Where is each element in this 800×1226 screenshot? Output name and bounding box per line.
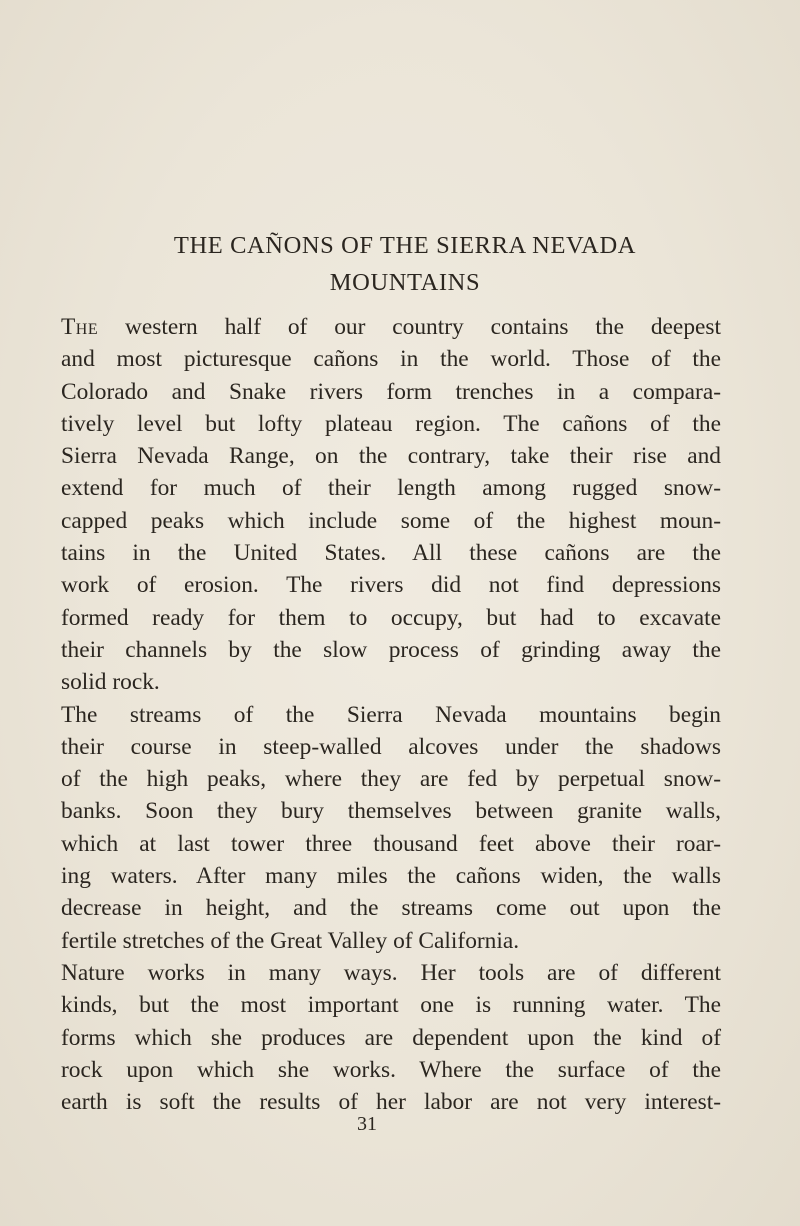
body-text	[61, 311, 721, 1118]
text-line: which at last tower three thousand feet above their roar-	[61, 830, 721, 857]
text-line: decrease in height, and the streams come out upon the	[61, 895, 721, 922]
text-line: and most picturesque cañons in the world. Those of the	[61, 346, 721, 373]
text-line: Nature works in many ways. Her tools are of different	[61, 959, 721, 986]
drop-word: The	[61, 314, 99, 340]
chapter-title-line-1: THE CAÑONS OF THE SIERRA NEVADA	[173, 232, 637, 259]
text-line: their course in steep-walled alcoves under the shadows	[61, 733, 721, 760]
text-line: work of erosion. The rivers did not find depressions	[61, 572, 721, 599]
text-line: ing waters. After many miles the cañons widen, the walls	[61, 863, 721, 890]
chapter-title-line-2: MOUNTAINS	[329, 269, 481, 296]
text-line: The streams of the Sierra Nevada mountains begin	[61, 701, 721, 728]
text-line: extend for much of their length among rugged snow-	[61, 475, 721, 502]
text-line: solid rock.	[61, 669, 160, 696]
text-line: fertile stretches of the Great Valley of California.	[61, 927, 520, 954]
text-line: kinds, but the most important one is running water. The	[61, 992, 721, 1019]
text-line: earth is soft the results of her labor are not very interest-	[61, 1089, 721, 1116]
page-number: 31	[357, 1113, 377, 1135]
text-line-rest: western half of our country contains the deepest	[98, 314, 721, 340]
text-line: banks. Soon they bury themselves between granite walls,	[61, 798, 721, 825]
text-line: tively level but lofty plateau region. The cañons of the	[61, 410, 721, 437]
text-line: formed ready for them to occupy, but had to excavate	[61, 604, 721, 631]
text-line: Colorado and Snake rivers form trenches in a compara-	[61, 378, 721, 405]
text-line: of the high peaks, where they are fed by perpetual snow-	[61, 766, 721, 793]
text-line: capped peaks which include some of the highest moun-	[61, 507, 721, 534]
text-line	[61, 311, 721, 343]
text-line: Sierra Nevada Range, on the contrary, take their rise and	[61, 443, 721, 470]
text-line: rock upon which she works. Where the surface of the	[61, 1056, 721, 1083]
text-line: tains in the United States. All these cañons are the	[61, 540, 721, 567]
text-line: their channels by the slow process of grinding away the	[61, 636, 721, 663]
text-line: forms which she produces are dependent upon the kind of	[61, 1024, 721, 1051]
